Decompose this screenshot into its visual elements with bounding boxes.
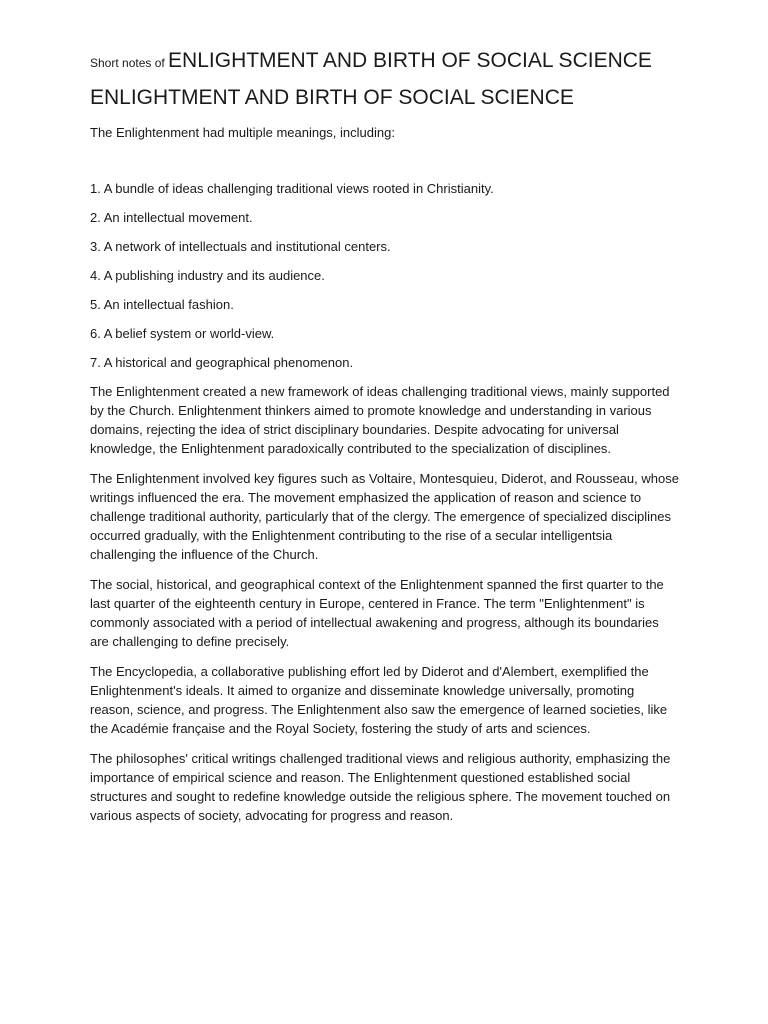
list-item: 1. A bundle of ideas challenging traditional views rooted in Christianity. (90, 181, 494, 197)
list-item: 4. A publishing industry and its audience. (90, 268, 325, 284)
meanings-list (90, 179, 680, 372)
paragraph-encyclopedia: The Encyclopedia, a collaborative publishing effort led by Diderot and d'Alembert, exemplified the Enlightenment's ideals. It aimed to organize and disseminate knowledge universally, promoting reason, science, and progress. The Enlightenment also saw the emergence of learned societies, like the Académie française and the Royal Society, fostering the study of arts and sciences. (90, 664, 668, 737)
document-header (90, 48, 680, 73)
list-item: 5. An intellectual fashion. (90, 297, 234, 313)
list-item: 2. An intellectual movement. (90, 210, 253, 226)
document-page (90, 48, 680, 836)
document-title: ENLIGHTMENT AND BIRTH OF SOCIAL SCIENCE (90, 86, 574, 110)
list-item: 7. A historical and geographical phenomenon. (90, 355, 354, 371)
intro-text: The Enlightenment had multiple meanings, including: (90, 125, 395, 141)
paragraph-context: The social, historical, and geographical context of the Enlightenment spanned the first quarter to the last quarter of the eighteenth century in Europe, centered in France. The term "Enlightenment" is commonly associated with a period of intellectual awakening and progress, although its boundaries are challenging to define precisely. (90, 577, 664, 650)
list-item: 6. A belief system or world-view. (90, 326, 275, 342)
list-item: 3. A network of intellectuals and institutional centers. (90, 239, 391, 255)
paragraph-framework: The Enlightenment created a new framework of ideas challenging traditional views, mainly supported by the Church. Enlightenment thinkers aimed to promote knowledge and understanding in various domains, rejecting the idea of strict disciplinary boundaries. Despite advocating for universal knowledge, the Enlightenment paradoxically contributed to the specialization of disciplines. (90, 384, 670, 457)
paragraph-philosophes: The philosophes' critical writings challenged traditional views and religious authority, emphasizing the importance of empirical science and reason. The Enlightenment questioned established social structures and sought to redefine knowledge outside the religious sphere. The movement touched on various aspects of society, advocating for progress and reason. (90, 751, 671, 824)
header-title: ENLIGHTMENT AND BIRTH OF SOCIAL SCIENCE (168, 49, 652, 72)
header-prefix: Short notes of (90, 56, 169, 70)
paragraph-key-figures: The Enlightenment involved key figures such as Voltaire, Montesquieu, Diderot, and Rousseau, whose writings influenced the era. The movement emphasized the application of reason and science to challenge traditional authority, particularly that of the clergy. The emergence of specialized disciplines occurred gradually, with the Enlightenment contributing to the rise of a secular intelligentsia challenging the influence of the Church. (90, 471, 679, 563)
